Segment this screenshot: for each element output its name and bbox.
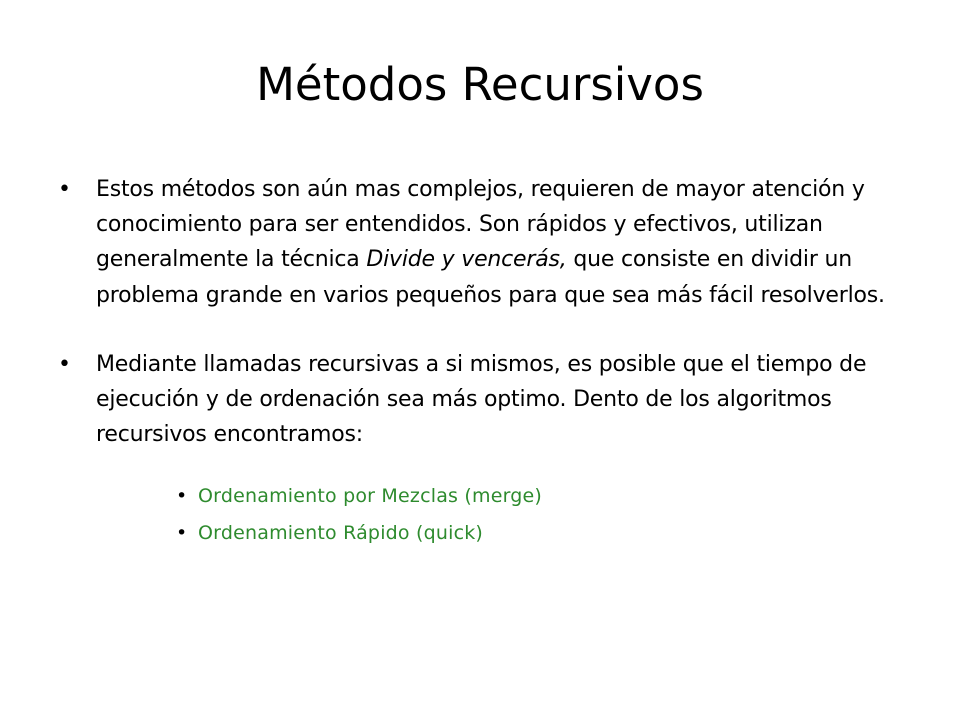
sub-bullet-marker: • (176, 485, 188, 508)
slide-title: Métodos Recursivos (256, 58, 704, 111)
sub-bullet-list (96, 480, 916, 549)
bullet-1-text-before: Estos métodos son aún mas complejos, requieren de mayor atención y conocimiento para ser entendidos. Son rápidos y efectivos, utilizan generalmente la técnica (96, 177, 865, 273)
bullet-2-text: Mediante llamadas recursivas a si mismos, es posible que el tiempo de ejecución y de ordenación sea más optimo. Dento de los algoritmos recursivos encontramos: (96, 351, 867, 448)
bullet-marker: • (58, 177, 71, 202)
sub-item-merge-text: Ordenamiento por Mezclas (merge) (198, 485, 543, 508)
sub-item-quick (176, 517, 916, 549)
bullet-item-2 (56, 347, 916, 549)
sub-item-quick-text: Ordenamiento Rápido (quick) (198, 521, 484, 544)
bullet-marker: • (58, 351, 71, 377)
bullet-1-text-after: que consiste en dividir un problema grande en varios pequeños para que sea más fácil resolverlos. (96, 247, 885, 308)
bullet-item-1 (56, 172, 916, 313)
bullet-1-emphasis: Divide y vencerás, (366, 247, 567, 273)
bullet-list (56, 172, 916, 549)
sub-item-merge (176, 480, 916, 512)
sub-bullet-marker: • (176, 521, 188, 544)
